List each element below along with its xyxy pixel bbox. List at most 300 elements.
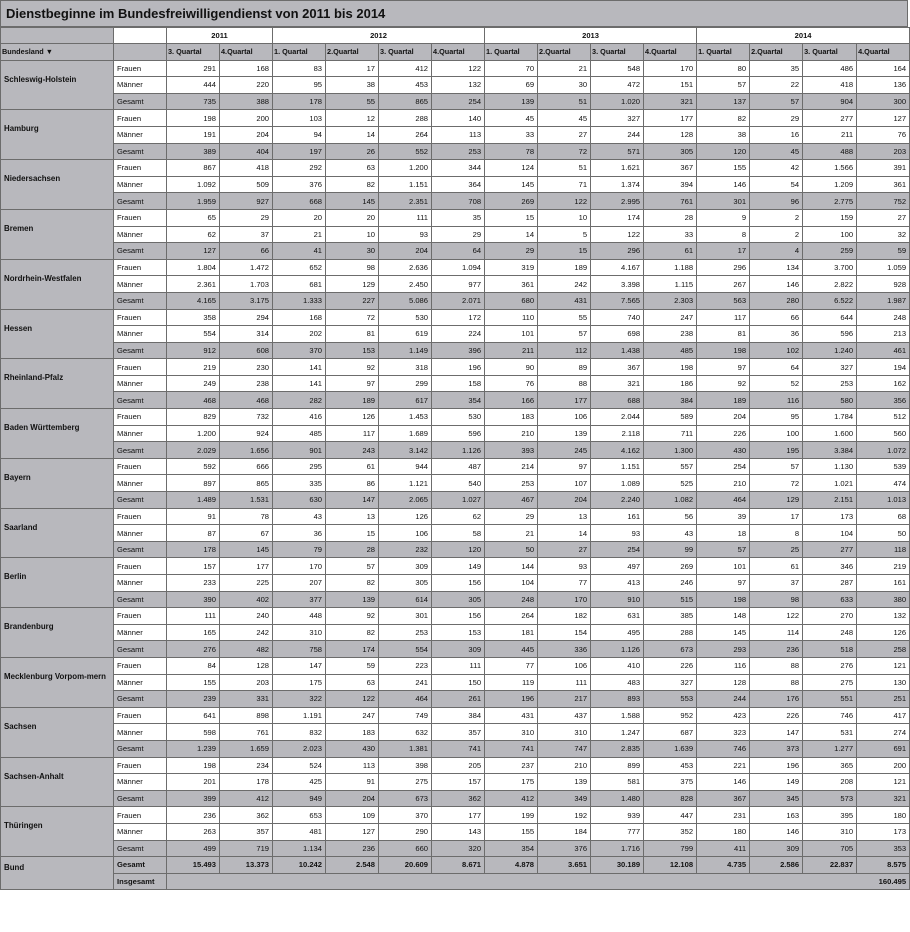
- value-cell: 146: [697, 774, 750, 791]
- value-cell: 189: [538, 259, 591, 276]
- value-cell: 14: [485, 226, 538, 243]
- value-cell: 122: [538, 193, 591, 210]
- value-cell: 29: [485, 508, 538, 525]
- value-cell: 80: [697, 60, 750, 77]
- value-cell: 236: [167, 807, 220, 824]
- value-cell: 417: [857, 707, 910, 724]
- value-cell: 92: [326, 359, 379, 376]
- frauen-row: [1, 409, 910, 426]
- frauen-row: [1, 508, 910, 525]
- value-cell: 2.775: [803, 193, 857, 210]
- value-cell: 389: [167, 143, 220, 160]
- value-cell: 865: [379, 93, 432, 110]
- value-cell: 145: [220, 541, 273, 558]
- value-cell: 204: [697, 409, 750, 426]
- value-cell: 393: [485, 442, 538, 459]
- value-cell: 402: [220, 591, 273, 608]
- value-cell: 165: [167, 624, 220, 641]
- value-cell: 177: [538, 392, 591, 409]
- value-cell: 145: [326, 193, 379, 210]
- value-cell: 139: [485, 93, 538, 110]
- value-cell: 4.165: [167, 292, 220, 309]
- value-cell: 614: [379, 591, 432, 608]
- value-cell: 1.188: [644, 259, 697, 276]
- value-cell: 21: [273, 226, 326, 243]
- value-cell: 183: [326, 724, 379, 741]
- value-cell: 220: [220, 77, 273, 94]
- bundesland-filter-header[interactable]: Bundesland ▼: [1, 44, 114, 61]
- value-cell: 437: [538, 707, 591, 724]
- row-label: Gesamt: [114, 442, 167, 459]
- value-cell: 928: [857, 276, 910, 293]
- frauen-row: [1, 757, 910, 774]
- value-cell: 1.200: [379, 160, 432, 177]
- value-cell: 2.835: [591, 740, 644, 757]
- value-cell: 45: [538, 110, 591, 127]
- value-cell: 78: [485, 143, 538, 160]
- value-cell: 223: [379, 657, 432, 674]
- value-cell: 411: [697, 840, 750, 857]
- value-cell: 1.987: [857, 292, 910, 309]
- value-cell: 322: [273, 691, 326, 708]
- value-cell: 156: [432, 575, 485, 592]
- value-cell: 430: [697, 442, 750, 459]
- value-cell: 320: [432, 840, 485, 857]
- gesamt-row: [1, 740, 910, 757]
- value-cell: 50: [857, 525, 910, 542]
- value-cell: 198: [697, 591, 750, 608]
- value-cell: 107: [538, 475, 591, 492]
- value-cell: 51: [538, 160, 591, 177]
- value-cell: 1.121: [379, 475, 432, 492]
- value-cell: 668: [273, 193, 326, 210]
- value-cell: 388: [220, 93, 273, 110]
- value-cell: 59: [326, 657, 379, 674]
- row-label: Frauen: [114, 757, 167, 774]
- value-cell: 204: [379, 243, 432, 260]
- value-cell: 178: [273, 93, 326, 110]
- value-cell: 2.044: [591, 409, 644, 426]
- value-cell: 64: [432, 243, 485, 260]
- value-cell: 832: [273, 724, 326, 741]
- row-label: Männer: [114, 176, 167, 193]
- value-cell: 1.600: [803, 425, 857, 442]
- row-label: Gesamt: [114, 492, 167, 509]
- state-name: Bayern: [1, 458, 114, 508]
- gesamt-row: [1, 442, 910, 459]
- value-cell: 36: [750, 326, 803, 343]
- value-cell: 269: [485, 193, 538, 210]
- value-cell: 356: [857, 392, 910, 409]
- value-cell: 111: [538, 674, 591, 691]
- value-cell: 425: [273, 774, 326, 791]
- value-cell: 746: [697, 740, 750, 757]
- gesamt-row: [1, 691, 910, 708]
- value-cell: 253: [803, 375, 857, 392]
- value-cell: 939: [591, 807, 644, 824]
- value-cell: 453: [379, 77, 432, 94]
- value-cell: 321: [591, 375, 644, 392]
- value-cell: 139: [538, 774, 591, 791]
- value-cell: 777: [591, 823, 644, 840]
- value-cell: 253: [379, 624, 432, 641]
- value-cell: 128: [220, 657, 273, 674]
- value-cell: 666: [220, 458, 273, 475]
- value-cell: 211: [485, 342, 538, 359]
- value-cell: 485: [273, 425, 326, 442]
- value-cell: 126: [326, 409, 379, 426]
- value-cell: 149: [750, 774, 803, 791]
- value-cell: 261: [432, 691, 485, 708]
- value-cell: 137: [697, 93, 750, 110]
- value-cell: 207: [273, 575, 326, 592]
- value-cell: 253: [432, 143, 485, 160]
- value-cell: 309: [379, 558, 432, 575]
- value-cell: 139: [326, 591, 379, 608]
- value-cell: 1.020: [591, 93, 644, 110]
- value-cell: 295: [273, 458, 326, 475]
- value-cell: 1.239: [167, 740, 220, 757]
- value-cell: 3.700: [803, 259, 857, 276]
- value-cell: 1.374: [591, 176, 644, 193]
- value-cell: 66: [750, 309, 803, 326]
- row-label: Männer: [114, 375, 167, 392]
- row-label: Frauen: [114, 60, 167, 77]
- value-cell: 314: [220, 326, 273, 343]
- value-cell: 29: [432, 226, 485, 243]
- value-cell: 573: [803, 790, 857, 807]
- value-cell: 1.703: [220, 276, 273, 293]
- value-cell: 132: [857, 608, 910, 625]
- value-cell: 512: [857, 409, 910, 426]
- value-cell: 198: [167, 757, 220, 774]
- value-cell: 121: [857, 774, 910, 791]
- row-label: Männer: [114, 823, 167, 840]
- value-cell: 740: [591, 309, 644, 326]
- value-cell: 319: [485, 259, 538, 276]
- value-cell: 1.959: [167, 193, 220, 210]
- value-cell: 198: [644, 359, 697, 376]
- value-cell: 18: [697, 525, 750, 542]
- value-cell: 63: [326, 160, 379, 177]
- value-cell: 309: [750, 840, 803, 857]
- value-cell: 176: [750, 691, 803, 708]
- row-label: Männer: [114, 226, 167, 243]
- value-cell: 196: [432, 359, 485, 376]
- value-cell: 1.621: [591, 160, 644, 177]
- value-cell: 130: [857, 674, 910, 691]
- value-cell: 1.021: [803, 475, 857, 492]
- value-cell: 122: [432, 60, 485, 77]
- value-cell: 481: [273, 823, 326, 840]
- value-cell: 210: [485, 425, 538, 442]
- value-cell: 571: [591, 143, 644, 160]
- value-cell: 531: [803, 724, 857, 741]
- value-cell: 1.689: [379, 425, 432, 442]
- value-cell: 251: [857, 691, 910, 708]
- year-header: 2013: [485, 28, 697, 44]
- value-cell: 177: [220, 558, 273, 575]
- value-cell: 114: [750, 624, 803, 641]
- value-cell: 57: [750, 458, 803, 475]
- value-cell: 2.450: [379, 276, 432, 293]
- year-header-row: [1, 28, 910, 44]
- value-cell: 4.735: [697, 857, 750, 874]
- value-cell: 746: [803, 707, 857, 724]
- value-cell: 239: [167, 691, 220, 708]
- value-cell: 58: [432, 525, 485, 542]
- value-cell: 184: [538, 823, 591, 840]
- value-cell: 310: [485, 724, 538, 741]
- state-name: Rheinland-Pfalz: [1, 359, 114, 409]
- value-cell: 732: [220, 409, 273, 426]
- value-cell: 977: [432, 276, 485, 293]
- value-cell: 551: [803, 691, 857, 708]
- value-cell: 175: [485, 774, 538, 791]
- quarter-header: 1. Quartal: [485, 44, 538, 61]
- value-cell: 61: [644, 243, 697, 260]
- value-cell: 280: [750, 292, 803, 309]
- row-label: Frauen: [114, 657, 167, 674]
- value-cell: 901: [273, 442, 326, 459]
- year-header: 2012: [273, 28, 485, 44]
- row-label: Gesamt: [114, 591, 167, 608]
- value-cell: 200: [220, 110, 273, 127]
- row-label: Männer: [114, 326, 167, 343]
- row-label: Gesamt: [114, 292, 167, 309]
- value-cell: 127: [167, 243, 220, 260]
- value-cell: 182: [538, 608, 591, 625]
- value-cell: 461: [857, 342, 910, 359]
- value-cell: 327: [591, 110, 644, 127]
- value-cell: 2.361: [167, 276, 220, 293]
- value-cell: 301: [379, 608, 432, 625]
- value-cell: 120: [697, 143, 750, 160]
- value-cell: 2.023: [273, 740, 326, 757]
- gesamt-row: [1, 243, 910, 260]
- value-cell: 236: [750, 641, 803, 658]
- value-cell: 26: [326, 143, 379, 160]
- value-cell: 208: [803, 774, 857, 791]
- row-label: Frauen: [114, 807, 167, 824]
- value-cell: 253: [485, 475, 538, 492]
- value-cell: 305: [432, 591, 485, 608]
- value-cell: 589: [644, 409, 697, 426]
- value-cell: 8.671: [432, 857, 485, 874]
- value-cell: 56: [644, 508, 697, 525]
- value-cell: 563: [697, 292, 750, 309]
- quarter-header-row: [1, 44, 910, 61]
- row-label: Männer: [114, 624, 167, 641]
- value-cell: 897: [167, 475, 220, 492]
- value-cell: 217: [538, 691, 591, 708]
- value-cell: 949: [273, 790, 326, 807]
- value-cell: 367: [591, 359, 644, 376]
- value-cell: 72: [326, 309, 379, 326]
- value-cell: 145: [697, 624, 750, 641]
- state-name: Hessen: [1, 309, 114, 359]
- value-cell: 373: [750, 740, 803, 757]
- value-cell: 22.837: [803, 857, 857, 874]
- value-cell: 741: [432, 740, 485, 757]
- row-label: Frauen: [114, 259, 167, 276]
- value-cell: 327: [803, 359, 857, 376]
- value-cell: 127: [857, 110, 910, 127]
- quarter-label-blank: [114, 44, 167, 61]
- value-cell: 361: [857, 176, 910, 193]
- value-cell: 552: [379, 143, 432, 160]
- value-cell: 652: [273, 259, 326, 276]
- value-cell: 98: [326, 259, 379, 276]
- value-cell: 121: [857, 657, 910, 674]
- value-cell: 161: [857, 575, 910, 592]
- header-label-blank: [114, 28, 167, 44]
- value-cell: 944: [379, 458, 432, 475]
- value-cell: 291: [167, 60, 220, 77]
- value-cell: 310: [273, 624, 326, 641]
- frauen-row: [1, 60, 910, 77]
- value-cell: 300: [857, 93, 910, 110]
- value-cell: 71: [538, 176, 591, 193]
- value-cell: 226: [750, 707, 803, 724]
- bund-label: Bund: [1, 857, 114, 890]
- state-name: Sachsen-Anhalt: [1, 757, 114, 807]
- value-cell: 157: [432, 774, 485, 791]
- value-cell: 66: [220, 243, 273, 260]
- value-cell: 63: [326, 674, 379, 691]
- value-cell: 93: [379, 226, 432, 243]
- value-cell: 530: [432, 409, 485, 426]
- value-cell: 390: [167, 591, 220, 608]
- value-cell: 178: [220, 774, 273, 791]
- gesamt-row: [1, 641, 910, 658]
- value-cell: 20: [326, 209, 379, 226]
- value-cell: 194: [857, 359, 910, 376]
- value-cell: 106: [538, 657, 591, 674]
- value-cell: 264: [379, 126, 432, 143]
- maenner-row: [1, 724, 910, 741]
- value-cell: 370: [273, 342, 326, 359]
- state-name: Hamburg: [1, 110, 114, 160]
- value-cell: 95: [750, 409, 803, 426]
- value-cell: 310: [538, 724, 591, 741]
- quarter-header: 4.Quartal: [644, 44, 697, 61]
- value-cell: 310: [803, 823, 857, 840]
- value-cell: 1.277: [803, 740, 857, 757]
- value-cell: 448: [273, 608, 326, 625]
- value-cell: 28: [326, 541, 379, 558]
- value-cell: 118: [857, 541, 910, 558]
- frauen-row: [1, 359, 910, 376]
- value-cell: 548: [591, 60, 644, 77]
- value-cell: 37: [220, 226, 273, 243]
- state-name: Baden Württemberg: [1, 409, 114, 459]
- value-cell: 391: [857, 160, 910, 177]
- value-cell: 113: [432, 126, 485, 143]
- value-cell: 687: [644, 724, 697, 741]
- value-cell: 86: [326, 475, 379, 492]
- value-cell: 204: [538, 492, 591, 509]
- value-cell: 155: [167, 674, 220, 691]
- value-cell: 485: [644, 342, 697, 359]
- row-label: Frauen: [114, 359, 167, 376]
- row-label: Gesamt: [114, 93, 167, 110]
- value-cell: 97: [326, 375, 379, 392]
- value-cell: 828: [644, 790, 697, 807]
- value-cell: 1.126: [432, 442, 485, 459]
- row-label: Frauen: [114, 458, 167, 475]
- value-cell: 353: [857, 840, 910, 857]
- value-cell: 17: [750, 508, 803, 525]
- value-cell: 274: [857, 724, 910, 741]
- value-cell: 259: [803, 243, 857, 260]
- value-cell: 153: [326, 342, 379, 359]
- value-cell: 254: [591, 541, 644, 558]
- value-cell: 318: [379, 359, 432, 376]
- value-cell: 151: [644, 77, 697, 94]
- value-cell: 305: [644, 143, 697, 160]
- gesamt-row: [1, 790, 910, 807]
- value-cell: 168: [273, 309, 326, 326]
- value-cell: 155: [485, 823, 538, 840]
- value-cell: 241: [379, 674, 432, 691]
- value-cell: 119: [485, 674, 538, 691]
- value-cell: 248: [485, 591, 538, 608]
- value-cell: 214: [485, 458, 538, 475]
- value-cell: 88: [750, 657, 803, 674]
- value-cell: 1.716: [591, 840, 644, 857]
- value-cell: 43: [273, 508, 326, 525]
- value-cell: 210: [697, 475, 750, 492]
- row-label: Gesamt: [114, 392, 167, 409]
- value-cell: 122: [326, 691, 379, 708]
- value-cell: 269: [644, 558, 697, 575]
- value-cell: 275: [803, 674, 857, 691]
- value-cell: 102: [750, 342, 803, 359]
- value-cell: 277: [803, 110, 857, 127]
- value-cell: 27: [538, 541, 591, 558]
- frauen-row: [1, 707, 910, 724]
- quarter-header: 4.Quartal: [220, 44, 273, 61]
- value-cell: 370: [379, 807, 432, 824]
- value-cell: 893: [591, 691, 644, 708]
- value-cell: 100: [803, 226, 857, 243]
- value-cell: 128: [697, 674, 750, 691]
- value-cell: 199: [485, 807, 538, 824]
- maenner-row: [1, 226, 910, 243]
- maenner-row: [1, 77, 910, 94]
- value-cell: 431: [538, 292, 591, 309]
- value-cell: 33: [644, 226, 697, 243]
- value-cell: 3.651: [538, 857, 591, 874]
- quarter-header: 2.Quartal: [326, 44, 379, 61]
- value-cell: 54: [750, 176, 803, 193]
- value-cell: 396: [432, 342, 485, 359]
- value-cell: 711: [644, 425, 697, 442]
- value-cell: 1.130: [803, 458, 857, 475]
- value-cell: 1.092: [167, 176, 220, 193]
- value-cell: 277: [803, 541, 857, 558]
- value-cell: 77: [485, 657, 538, 674]
- data-table: [0, 27, 910, 890]
- value-cell: 82: [326, 176, 379, 193]
- value-cell: 57: [697, 541, 750, 558]
- value-cell: 1.804: [167, 259, 220, 276]
- value-cell: 299: [379, 375, 432, 392]
- value-cell: 249: [167, 375, 220, 392]
- value-cell: 244: [591, 126, 644, 143]
- value-cell: 76: [485, 375, 538, 392]
